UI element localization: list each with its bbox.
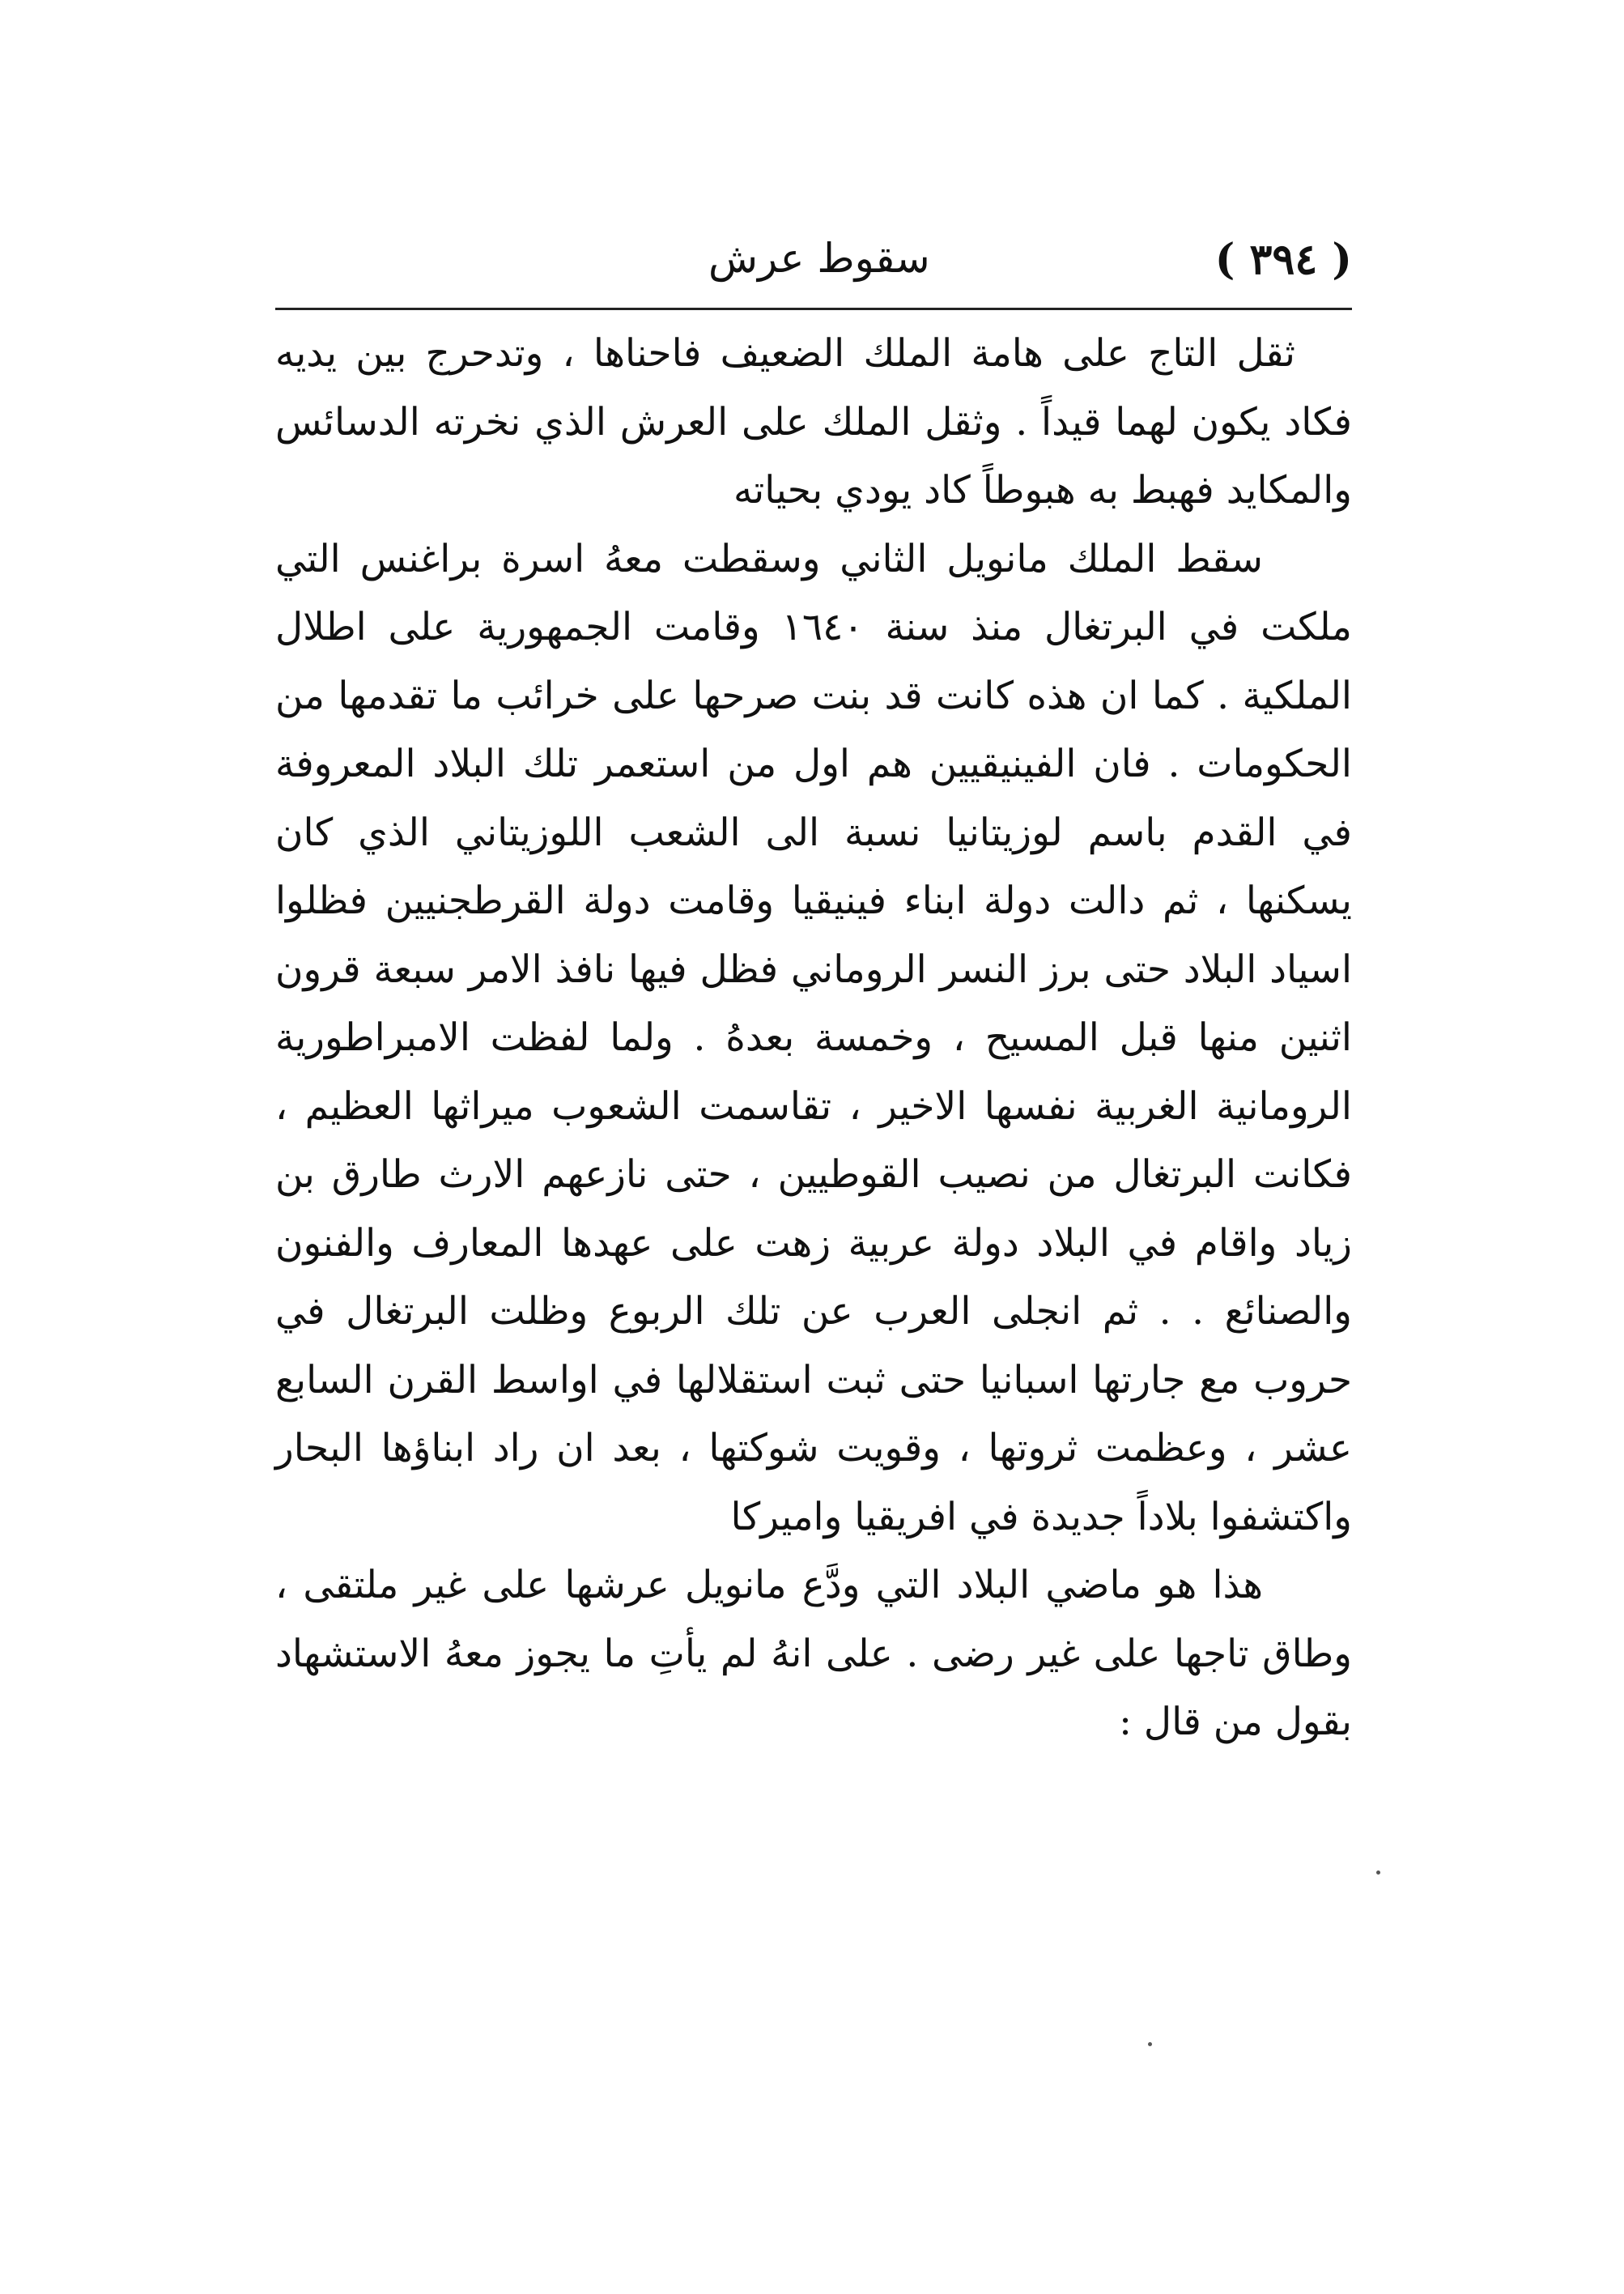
scan-speck — [1148, 2042, 1152, 2046]
header-rule — [275, 308, 1352, 310]
page-header — [275, 219, 1352, 308]
paragraph-1: ثقل التاج على هامة الملك الضعيف فاحناها ، وتدحرج بين يديه فكاد يكون لهما قيداً . وثقل الملك على العرش الذي نخرته الدسائس والمكايد فهبط به هبوطاً كاد يودي بحياته — [275, 331, 1352, 513]
running-title: سقوط عرش — [708, 235, 930, 282]
scan-speck — [1376, 1871, 1380, 1875]
page-number: ( ٣٩٤ ) — [1214, 235, 1352, 284]
paragraph-3: هذا هو ماضي البلاد التي ودَّع مانويل عرشها على غير ملتقى ، وطاق تاجها على غير رضى . على انهُ لم يأتِ ما يجوز معهُ الاستشهاد بقول من قال : — [275, 1563, 1352, 1744]
paragraph-2: سقط الملك مانويل الثاني وسقطت معهُ اسرة براغنس التي ملكت في البرتغال منذ سنة ١٦٤٠ وقامت الجمهورية على اطلال الملكية . كما ان هذه كانت قد بنت صرحها على خرائب ما تقدمها من الحكومات . فان الفينيقيين هم اول من استعمر تلك البلاد المعروفة في القدم باسم لوزيتانيا نسبة الى الشعب اللوزيتاني الذي كان يسكنها ، ثم دالت دولة ابناء فينيقيا وقامت دولة القرطجنيين فظلوا اسياد البلاد حتى برز النسر الروماني فظل فيها نافذ الامر سبعة قرون اثنين منها قبل المسيح ، وخمسة بعدهُ . ولما لفظت الامبراطورية الرومانية الغربية نفسها الاخير ، تقاسمت الشعوب ميراثها العظيم ، فكانت البرتغال من نصيب القوطيين ، حتى نازعهم الارث طارق بن زياد واقام في البلاد دولة عربية زهت على عهدها المعارف والفنون والصنائع . . ثم انجلى العرب عن تلك الربوع وظلت البرتغال في حروب مع جارتها اسبانيا حتى ثبت استقلالها في اواسط القرن السابع عشر ، وعظمت ثروتها ، وقويت شوكتها ، بعد ان راد ابناؤها البحار واكتشفوا بلاداً جديدة في افريقيا واميركا — [275, 536, 1352, 1539]
body-text — [275, 320, 1352, 1757]
